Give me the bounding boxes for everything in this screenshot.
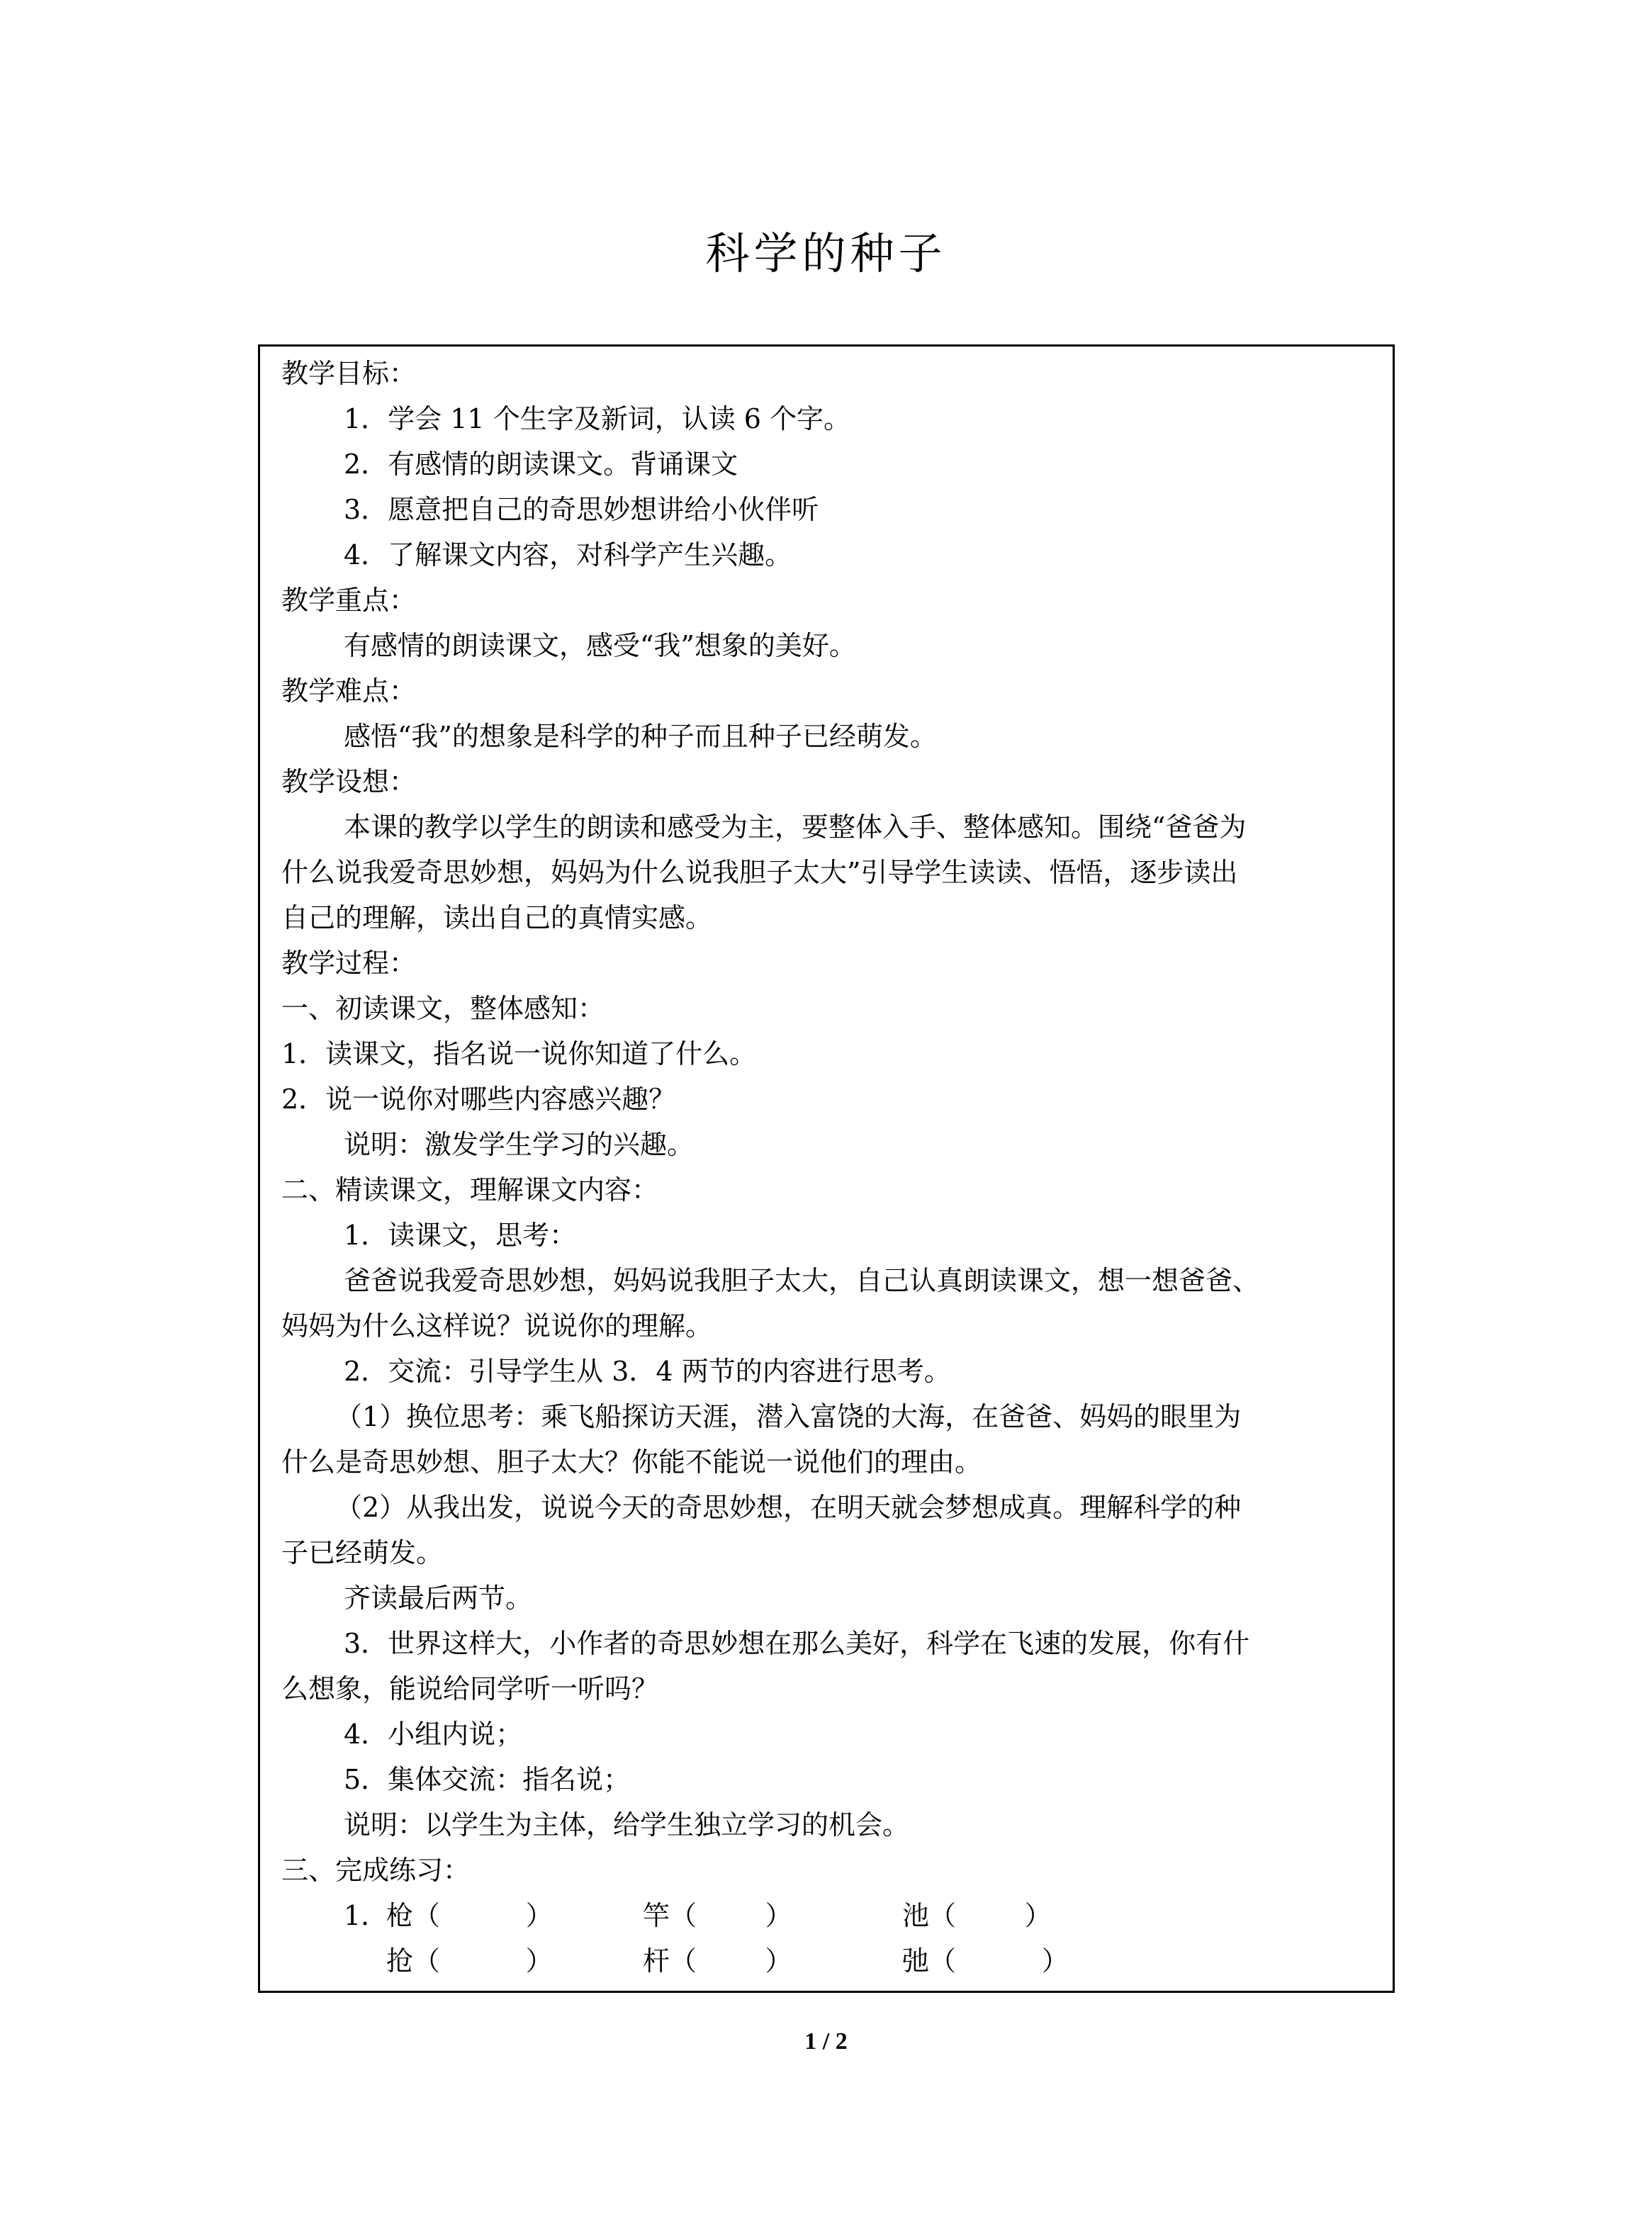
objective-3: 3．愿意把自己的奇思妙想讲给小伙伴听 [344, 494, 819, 525]
section-1-item-1: 1．读课文，指名说一说你知道了什么。 [281, 1038, 757, 1069]
heading-key-points: 教学重点： [281, 585, 417, 616]
section-2-item-1: 1．读课文，思考： [344, 1220, 577, 1251]
exercise-blank: 池（ ） [902, 1900, 1052, 1931]
exercise-number: 1． [344, 1900, 388, 1931]
design-text-1: 本课的教学以学生的朗读和感受为主，要整体入手、整体感知。围绕“爸爸为 [344, 811, 1247, 843]
heading-difficulties: 教学难点： [281, 675, 417, 707]
section-2-item-3b: 么想象，能说给同学听一听吗？ [281, 1673, 659, 1704]
key-point-text: 有感情的朗读课文，感受“我”想象的美好。 [344, 630, 856, 661]
objective-4: 4．了解课文内容，对科学产生兴趣。 [344, 539, 792, 571]
section-2-item-1-text-a: 爸爸说我爱奇思妙想，妈妈说我胆子太大，自己认真朗读课文，想一想爸爸、 [344, 1265, 1260, 1296]
heading-process: 教学过程： [281, 948, 417, 979]
objective-2: 2．有感情的朗读课文。背诵课文 [344, 449, 738, 480]
section-2-item-3a: 3．世界这样大，小作者的奇思妙想在那么美好，科学在飞速的发展，你有什 [344, 1628, 1250, 1659]
heading-objectives: 教学目标： [281, 358, 417, 389]
section-2-item-5: 5．集体交流：指名说； [344, 1764, 631, 1795]
design-text-2: 什么说我爱奇思妙想，妈妈为什么说我胆子太大”引导学生读读、悟悟，逐步读出 [281, 857, 1238, 888]
section-2-title: 二、精读课文，理解课文内容： [281, 1174, 659, 1206]
exercise-blank: 抢（ ） [386, 1945, 553, 1977]
exercise-blank: 杆（ ） [643, 1945, 792, 1977]
exercise-row-2 [281, 1938, 1386, 1984]
section-2-note: 说明：以学生为主体，给学生独立学习的机会。 [344, 1809, 910, 1841]
exercise-blank: 弛（ ） [902, 1945, 1069, 1977]
section-2-sub-2b: 子已经萌发。 [281, 1537, 444, 1568]
section-1-title: 一、初读课文，整体感知： [281, 993, 605, 1024]
section-1-item-2: 2．说一说你对哪些内容感兴趣？ [281, 1084, 676, 1115]
exercise-blank: 枪（ ） [386, 1900, 553, 1931]
lesson-plan-box [258, 344, 1395, 1993]
section-2-sub-2a: （2）从我出发，说说今天的奇思妙想，在明天就会梦想成真。理解科学的种 [335, 1492, 1242, 1523]
exercise-blank: 竿（ ） [643, 1900, 792, 1931]
section-2-read-aloud: 齐读最后两节。 [344, 1583, 533, 1614]
section-3-title: 三、完成练习： [281, 1855, 471, 1886]
objective-1: 1．学会 11 个生字及新词，认读 6 个字。 [344, 403, 851, 434]
design-text-3: 自己的理解，读出自己的真情实感。 [281, 902, 713, 933]
section-2-item-2: 2．交流：引导学生从 3．4 两节的内容进行思考。 [344, 1356, 951, 1387]
section-2-item-4: 4．小组内说； [344, 1719, 523, 1750]
page-title: 科学的种子 [705, 227, 947, 279]
exercise-row-1 [281, 1893, 1386, 1938]
section-2-item-1-text-b: 妈妈为什么这样说？说说你的理解。 [281, 1310, 713, 1342]
page-number: 1 / 2 [804, 2028, 848, 2055]
difficulty-text: 感悟“我”的想象是科学的种子而且种子已经萌发。 [344, 721, 937, 752]
heading-design: 教学设想： [281, 766, 417, 797]
section-1-note: 说明：激发学生学习的兴趣。 [344, 1129, 695, 1160]
section-2-sub-1a: （1）换位思考：乘飞船探访天涯，潜入富饶的大海，在爸爸、妈妈的眼里为 [335, 1401, 1242, 1432]
section-2-sub-1b: 什么是奇思妙想、胆子太大？你能不能说一说他们的理由。 [281, 1446, 982, 1478]
